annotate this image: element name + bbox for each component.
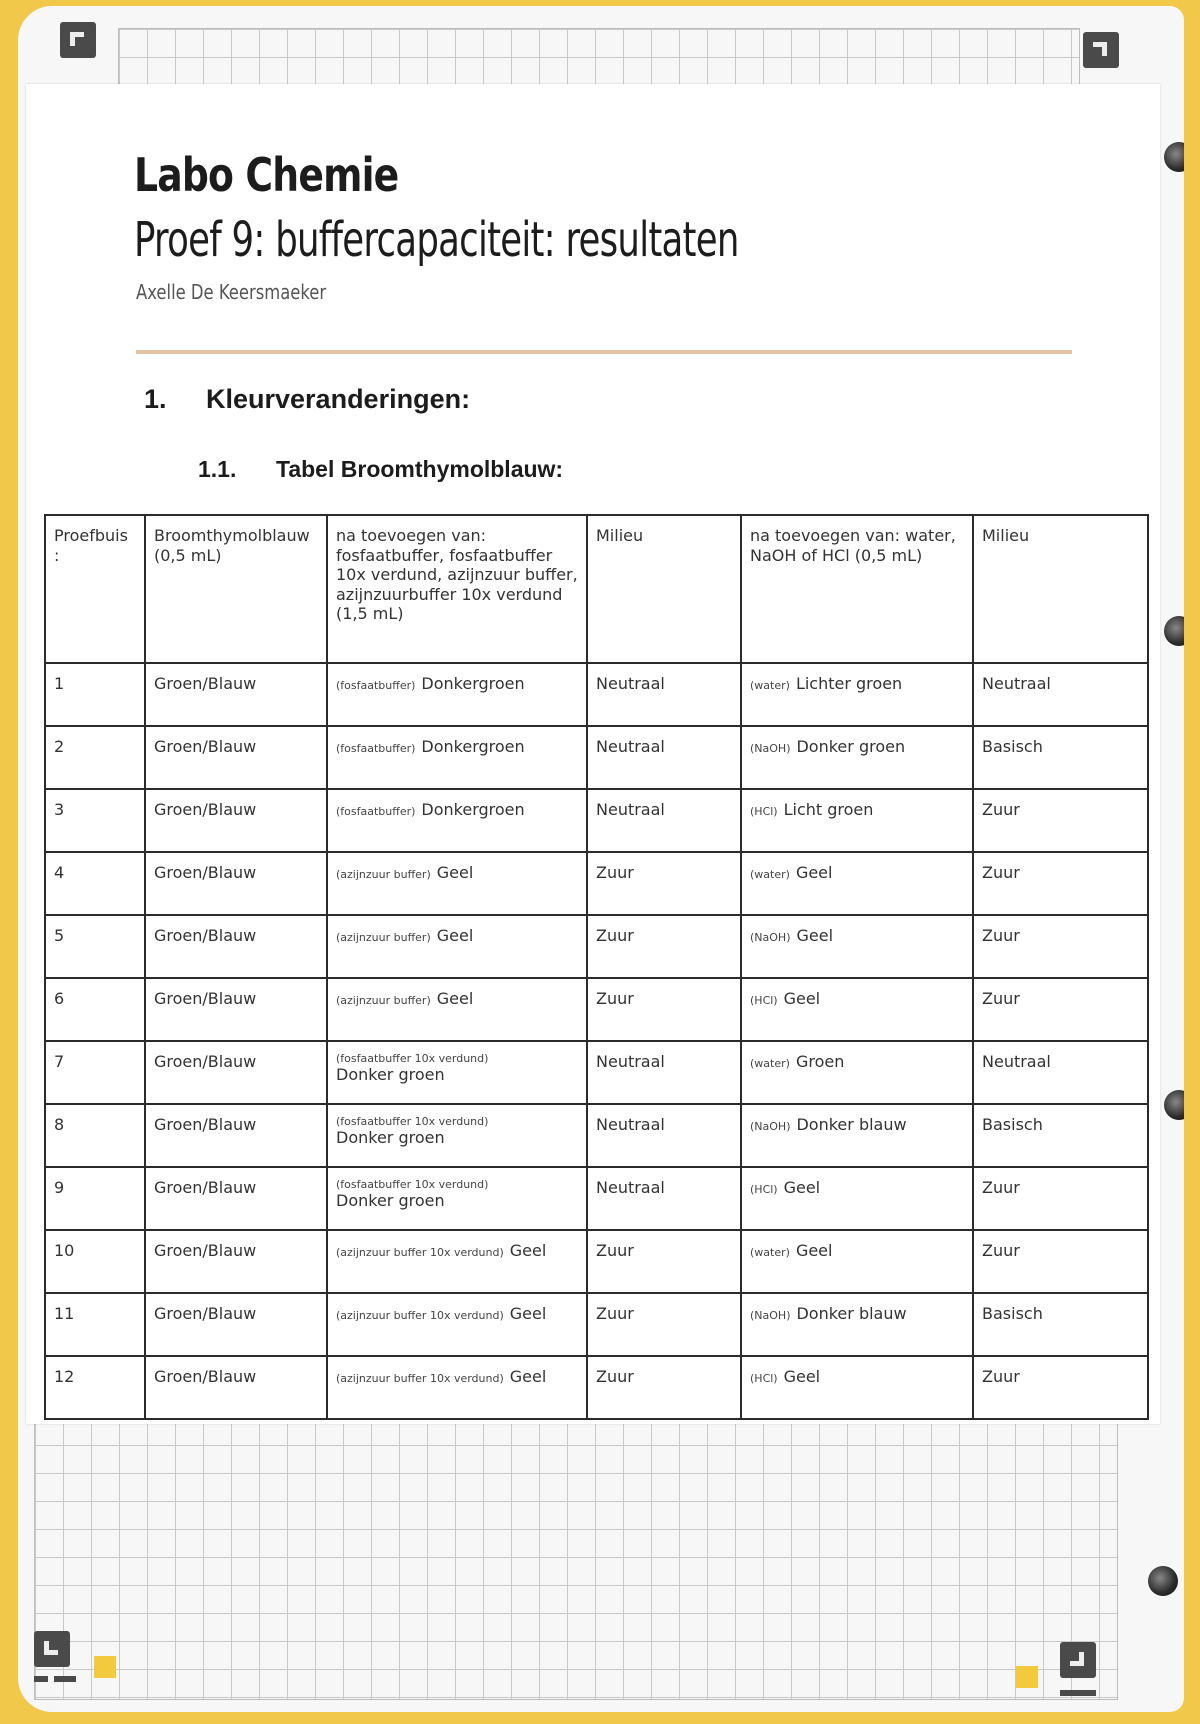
buffer-color: Geel xyxy=(509,1241,547,1260)
cell-proefbuis: 11 xyxy=(45,1293,145,1356)
dash-marker xyxy=(54,1676,76,1682)
section-title: Kleurveranderingen: xyxy=(206,384,471,414)
cell-milieu-1: Zuur xyxy=(587,978,741,1041)
cell-milieu-2: Zuur xyxy=(973,852,1148,915)
subsection-title: Tabel Broomthymolblauw: xyxy=(276,456,564,482)
buffer-color: Donkergroen xyxy=(421,737,525,756)
cell-added xyxy=(741,1041,973,1104)
buffer-color: Geel xyxy=(436,863,474,882)
added-note: (HCl) xyxy=(750,805,778,818)
cell-proefbuis: 10 xyxy=(45,1230,145,1293)
cell-milieu-2: Basisch xyxy=(973,1104,1148,1167)
cell-buffer xyxy=(327,1356,587,1419)
cell-milieu-2: Zuur xyxy=(973,1167,1148,1230)
cell-milieu-1: Zuur xyxy=(587,852,741,915)
cell-broomthymolblauw: Groen/Blauw xyxy=(145,1356,327,1419)
buffer-note: (fosfaatbuffer) xyxy=(336,679,416,692)
table-header-row xyxy=(45,515,1148,663)
added-color: Lichter groen xyxy=(795,674,903,693)
cell-broomthymolblauw: Groen/Blauw xyxy=(145,663,327,726)
buffer-note: (fosfaatbuffer) xyxy=(336,742,416,755)
corner-marker-icon xyxy=(1083,32,1119,68)
subsection-number: 1.1. xyxy=(198,456,237,482)
cell-buffer xyxy=(327,789,587,852)
cell-milieu-1: Neutraal xyxy=(587,1041,741,1104)
cell-milieu-1: Zuur xyxy=(587,1293,741,1356)
table-row xyxy=(45,1293,1148,1356)
document-subtitle: Proef 9: buffercapaciteit: resultaten xyxy=(134,212,739,268)
cell-buffer xyxy=(327,1167,587,1230)
cell-proefbuis: 8 xyxy=(45,1104,145,1167)
punch-hole xyxy=(1164,616,1184,646)
cell-broomthymolblauw: Groen/Blauw xyxy=(145,915,327,978)
buffer-color: Donkergroen xyxy=(421,800,525,819)
subsection-heading xyxy=(198,456,563,483)
buffer-color: Geel xyxy=(509,1367,547,1386)
dash-marker xyxy=(1060,1690,1096,1696)
cell-buffer xyxy=(327,852,587,915)
cell-proefbuis: 5 xyxy=(45,915,145,978)
table-row xyxy=(45,1230,1148,1293)
cell-milieu-2: Zuur xyxy=(973,1230,1148,1293)
cell-buffer xyxy=(327,1293,587,1356)
document-author: Axelle De Keersmaeker xyxy=(136,280,327,304)
cell-milieu-1: Neutraal xyxy=(587,1104,741,1167)
cell-broomthymolblauw: Groen/Blauw xyxy=(145,1230,327,1293)
added-color: Geel xyxy=(795,863,833,882)
table-row xyxy=(45,789,1148,852)
column-header: Milieu xyxy=(587,515,741,663)
punch-hole xyxy=(1164,1090,1184,1120)
cell-buffer xyxy=(327,1230,587,1293)
cell-broomthymolblauw: Groen/Blauw xyxy=(145,852,327,915)
cell-milieu-2: Basisch xyxy=(973,1293,1148,1356)
added-color: Geel xyxy=(783,989,821,1008)
cell-added xyxy=(741,726,973,789)
printed-page xyxy=(26,84,1160,1424)
cell-proefbuis: 1 xyxy=(45,663,145,726)
cell-proefbuis: 7 xyxy=(45,1041,145,1104)
added-color: Geel xyxy=(783,1367,821,1386)
table-row xyxy=(45,1041,1148,1104)
added-note: (water) xyxy=(750,1057,790,1070)
column-header: Proefbuis : xyxy=(45,515,145,663)
cell-added xyxy=(741,1104,973,1167)
cell-added xyxy=(741,1167,973,1230)
table-row xyxy=(45,978,1148,1041)
added-note: (water) xyxy=(750,1246,790,1259)
corner-marker-icon xyxy=(60,22,96,58)
section-number: 1. xyxy=(144,384,167,414)
buffer-note: (azijnzuur buffer) xyxy=(336,931,431,944)
buffer-color: Geel xyxy=(436,989,474,1008)
added-color: Geel xyxy=(796,926,834,945)
cell-added xyxy=(741,1356,973,1419)
cell-added xyxy=(741,915,973,978)
added-note: (water) xyxy=(750,679,790,692)
cell-milieu-1: Zuur xyxy=(587,915,741,978)
added-color: Geel xyxy=(783,1178,821,1197)
cell-broomthymolblauw: Groen/Blauw xyxy=(145,1167,327,1230)
buffer-note: (azijnzuur buffer 10x verdund) xyxy=(336,1372,504,1385)
added-note: (NaOH) xyxy=(750,931,791,944)
cell-buffer xyxy=(327,1041,587,1104)
punch-hole xyxy=(1148,1566,1178,1596)
cell-proefbuis: 2 xyxy=(45,726,145,789)
column-header: na toevoegen van: fosfaatbuffer, fosfaatbuffer 10x verdund, azijnzuur buffer, azijnzuurbuffer 10x verdund (1,5 mL) xyxy=(327,515,587,663)
buffer-color: Geel xyxy=(436,926,474,945)
buffer-color: Donkergroen xyxy=(421,674,525,693)
added-note: (HCl) xyxy=(750,994,778,1007)
table-row xyxy=(45,1356,1148,1419)
cell-broomthymolblauw: Groen/Blauw xyxy=(145,726,327,789)
cell-added xyxy=(741,978,973,1041)
cell-milieu-1: Neutraal xyxy=(587,1167,741,1230)
added-color: Licht groen xyxy=(783,800,874,819)
table-row xyxy=(45,1167,1148,1230)
buffer-note: (azijnzuur buffer) xyxy=(336,868,431,881)
buffer-note: (fosfaatbuffer 10x verdund) xyxy=(336,1178,489,1191)
cell-milieu-1: Neutraal xyxy=(587,663,741,726)
column-header: Broomthymolblauw (0,5 mL) xyxy=(145,515,327,663)
cell-broomthymolblauw: Groen/Blauw xyxy=(145,789,327,852)
added-color: Groen xyxy=(795,1052,845,1071)
cell-proefbuis: 4 xyxy=(45,852,145,915)
buffer-color: Donker groen xyxy=(336,1065,445,1085)
cell-milieu-2: Zuur xyxy=(973,915,1148,978)
cell-milieu-1: Neutraal xyxy=(587,726,741,789)
buffer-note: (fosfaatbuffer 10x verdund) xyxy=(336,1115,489,1128)
cell-milieu-1: Zuur xyxy=(587,1356,741,1419)
section-heading xyxy=(144,384,470,415)
notebook-sheet xyxy=(18,6,1184,1712)
cell-proefbuis: 6 xyxy=(45,978,145,1041)
column-header: na toevoegen van: water, NaOH of HCl (0,5 mL) xyxy=(741,515,973,663)
added-note: (HCl) xyxy=(750,1372,778,1385)
cell-buffer xyxy=(327,915,587,978)
cell-proefbuis: 9 xyxy=(45,1167,145,1230)
added-color: Donker blauw xyxy=(796,1304,907,1323)
buffer-color: Donker groen xyxy=(336,1128,445,1148)
column-header: Milieu xyxy=(973,515,1148,663)
grid-paper-bottom xyxy=(34,1416,1118,1700)
table-row xyxy=(45,726,1148,789)
cell-added xyxy=(741,663,973,726)
cell-buffer xyxy=(327,1104,587,1167)
buffer-note: (fosfaatbuffer) xyxy=(336,805,416,818)
cell-milieu-2: Neutraal xyxy=(973,1041,1148,1104)
cell-broomthymolblauw: Groen/Blauw xyxy=(145,1293,327,1356)
table-row xyxy=(45,915,1148,978)
table-body xyxy=(45,663,1148,1419)
cell-milieu-2: Zuur xyxy=(973,1356,1148,1419)
cell-proefbuis: 12 xyxy=(45,1356,145,1419)
cell-broomthymolblauw: Groen/Blauw xyxy=(145,1104,327,1167)
buffer-note: (azijnzuur buffer) xyxy=(336,994,431,1007)
added-note: (HCl) xyxy=(750,1183,778,1196)
cell-buffer xyxy=(327,663,587,726)
dash-marker xyxy=(34,1676,48,1682)
punch-hole xyxy=(1164,142,1184,172)
cell-broomthymolblauw: Groen/Blauw xyxy=(145,978,327,1041)
cell-milieu-2: Zuur xyxy=(973,789,1148,852)
added-note: (NaOH) xyxy=(750,1120,791,1133)
title-divider xyxy=(136,350,1072,354)
buffer-note: (fosfaatbuffer 10x verdund) xyxy=(336,1052,489,1065)
corner-marker-icon xyxy=(1060,1642,1096,1678)
cell-buffer xyxy=(327,978,587,1041)
cell-milieu-2: Basisch xyxy=(973,726,1148,789)
added-color: Donker blauw xyxy=(796,1115,907,1134)
cell-added xyxy=(741,852,973,915)
cell-proefbuis: 3 xyxy=(45,789,145,852)
table-row xyxy=(45,663,1148,726)
cell-milieu-1: Neutraal xyxy=(587,789,741,852)
added-color: Donker groen xyxy=(796,737,906,756)
yellow-marker xyxy=(94,1656,116,1678)
cell-added xyxy=(741,789,973,852)
cell-milieu-2: Neutraal xyxy=(973,663,1148,726)
added-note: (NaOH) xyxy=(750,742,791,755)
buffer-color: Geel xyxy=(509,1304,547,1323)
table-row xyxy=(45,852,1148,915)
results-table xyxy=(44,514,1149,1420)
cell-added xyxy=(741,1293,973,1356)
table-row xyxy=(45,1104,1148,1167)
added-note: (water) xyxy=(750,868,790,881)
document-title: Labo Chemie xyxy=(134,148,399,202)
buffer-note: (azijnzuur buffer 10x verdund) xyxy=(336,1246,504,1259)
cell-milieu-2: Zuur xyxy=(973,978,1148,1041)
added-note: (NaOH) xyxy=(750,1309,791,1322)
cell-broomthymolblauw: Groen/Blauw xyxy=(145,1041,327,1104)
cell-buffer xyxy=(327,726,587,789)
cell-added xyxy=(741,1230,973,1293)
added-color: Geel xyxy=(795,1241,833,1260)
buffer-note: (azijnzuur buffer 10x verdund) xyxy=(336,1309,504,1322)
yellow-marker xyxy=(1016,1666,1038,1688)
buffer-color: Donker groen xyxy=(336,1191,445,1211)
corner-marker-icon xyxy=(34,1631,70,1667)
cell-milieu-1: Zuur xyxy=(587,1230,741,1293)
